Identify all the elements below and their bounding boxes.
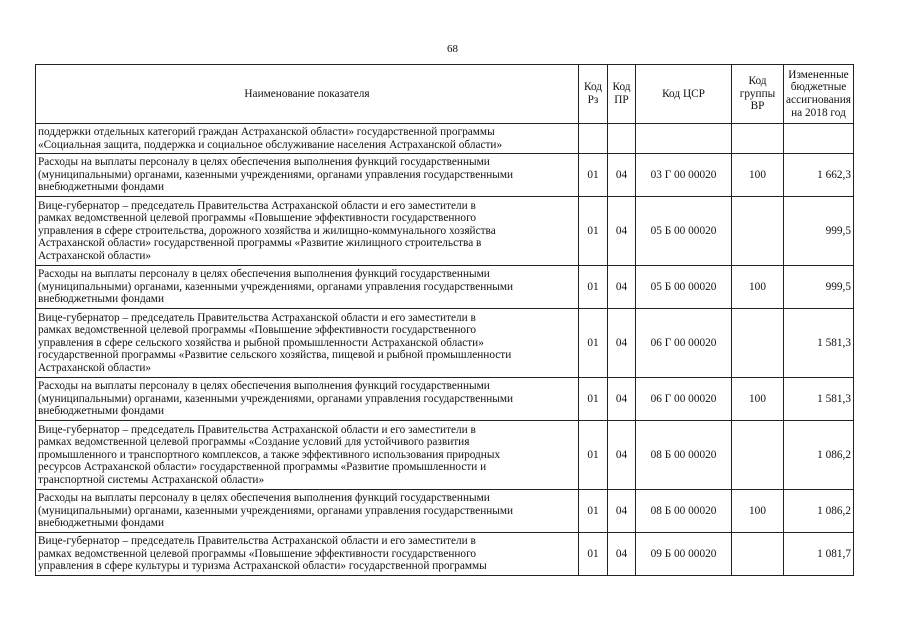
header-line: группы <box>739 87 776 100</box>
indicator-name-line: внебюджетными фондами <box>38 293 164 306</box>
indicator-name-line: (муниципальными) органами, казенными учреждениями, органами управления государственными <box>38 280 514 293</box>
indicator-name-line: рамках ведомственной целевой программы «Повышение эффективности государственного <box>38 547 477 560</box>
header-line: Код <box>583 81 603 94</box>
amount-cell: 1 581,3 <box>784 378 854 421</box>
vr-code-cell <box>732 309 784 378</box>
amount-cell: 1 081,7 <box>784 533 854 576</box>
vr-code-cell: 100 <box>732 266 784 309</box>
header-line: на 2018 год <box>791 106 846 119</box>
indicator-name-line: (муниципальными) органами, казенными учреждениями, органами управления государственными <box>38 504 514 517</box>
vr-code-cell: 100 <box>732 154 784 197</box>
indicator-name-line: Вице-губернатор – председатель Правительства Астраханской области и его заместители в <box>38 535 476 548</box>
csr-code-cell: 05 Б 00 00020 <box>636 197 732 266</box>
header-line: Измененные <box>788 68 849 81</box>
table-header-row <box>36 65 854 124</box>
header-rz <box>579 65 608 124</box>
csr-code-cell: 05 Б 00 00020 <box>636 266 732 309</box>
pr-code-cell: 04 <box>608 533 636 576</box>
indicator-name-cell <box>36 378 579 421</box>
amount-cell: 1 662,3 <box>784 154 854 197</box>
header-line: бюджетные <box>790 81 847 94</box>
csr-code-cell <box>636 124 732 154</box>
rz-code-cell: 01 <box>579 197 608 266</box>
amount-cell: 999,5 <box>784 197 854 266</box>
indicator-name-cell <box>36 154 579 197</box>
header-line: Код <box>612 81 631 94</box>
indicator-name-line: (муниципальными) органами, казенными учреждениями, органами управления государственными <box>38 392 514 405</box>
rz-code-cell: 01 <box>579 309 608 378</box>
indicator-name-cell <box>36 421 579 490</box>
budget-table <box>35 64 854 576</box>
indicator-name-line: рамках ведомственной целевой программы «Повышение эффективности государственного <box>38 212 477 225</box>
header-line: Рз <box>587 94 599 106</box>
table-row <box>36 421 854 490</box>
indicator-name-cell <box>36 124 579 154</box>
indicator-name-line: внебюджетными фондами <box>38 517 164 530</box>
table-row <box>36 533 854 576</box>
rz-code-cell: 01 <box>579 378 608 421</box>
rz-code-cell <box>579 124 608 154</box>
pr-code-cell: 04 <box>608 197 636 266</box>
header-amount <box>784 65 854 124</box>
table-row <box>36 266 854 309</box>
indicator-name-line: Вице-губернатор – председатель Правительства Астраханской области и его заместители в <box>38 423 476 436</box>
indicator-name-cell <box>36 490 579 533</box>
csr-code-cell: 08 Б 00 00020 <box>636 490 732 533</box>
indicator-name-line: поддержки отдельных категорий граждан Астраханской области» государственной программы <box>38 125 495 138</box>
csr-code-cell: 03 Г 00 00020 <box>636 154 732 197</box>
indicator-name-line: «Социальная защита, поддержка и социальное обслуживание населения Астраханской области» <box>38 138 503 151</box>
indicator-name-cell <box>36 309 579 378</box>
table-row <box>36 378 854 421</box>
table-row <box>36 124 854 154</box>
indicator-name-line: Расходы на выплаты персоналу в целях обеспечения выполнения функций государственными <box>38 268 490 281</box>
indicator-name-line: управления в сфере сельского хозяйства и рыбной промышленности Астраханской области» <box>38 336 484 349</box>
vr-code-cell <box>732 124 784 154</box>
table-body <box>36 124 854 576</box>
indicator-name-line: Астраханской области» государственной программы «Развитие жилищного строительства в <box>38 237 482 250</box>
table-row <box>36 154 854 197</box>
csr-code-cell: 06 Г 00 00020 <box>636 309 732 378</box>
indicator-name-line: транспортной системы Астраханской области» <box>38 473 265 486</box>
vr-code-cell <box>732 421 784 490</box>
pr-code-cell <box>608 124 636 154</box>
indicator-name-line: Вице-губернатор – председатель Правительства Астраханской области и его заместители в <box>38 311 476 324</box>
csr-code-cell: 06 Г 00 00020 <box>636 378 732 421</box>
rz-code-cell: 01 <box>579 421 608 490</box>
pr-code-cell: 04 <box>608 266 636 309</box>
pr-code-cell: 04 <box>608 309 636 378</box>
header-line: Код <box>748 75 767 88</box>
indicator-name-line: Астраханской области» <box>38 361 152 374</box>
table-row <box>36 197 854 266</box>
vr-code-cell: 100 <box>732 490 784 533</box>
rz-code-cell: 01 <box>579 154 608 197</box>
indicator-name-cell <box>36 533 579 576</box>
amount-cell: 1 086,2 <box>784 421 854 490</box>
page-number: 68 <box>447 43 458 55</box>
csr-code-cell: 08 Б 00 00020 <box>636 421 732 490</box>
rz-code-cell: 01 <box>579 533 608 576</box>
indicator-name-line: Расходы на выплаты персоналу в целях обеспечения выполнения функций государственными <box>38 156 490 169</box>
header-line: ПР <box>614 94 629 106</box>
amount-cell: 1 581,3 <box>784 309 854 378</box>
indicator-name-line: Расходы на выплаты персоналу в целях обеспечения выполнения функций государственными <box>38 380 490 393</box>
header-line: ВР <box>750 100 765 113</box>
header-csr: Код ЦСР <box>636 65 732 124</box>
indicator-name-line: управления в сфере строительства, дорожного хозяйства и жилищно-коммунального хозяйства <box>38 224 496 237</box>
pr-code-cell: 04 <box>608 378 636 421</box>
pr-code-cell: 04 <box>608 154 636 197</box>
indicator-name-line: внебюджетными фондами <box>38 181 164 194</box>
table-row <box>36 309 854 378</box>
indicator-name-line: рамках ведомственной целевой программы «Повышение эффективности государственного <box>38 324 477 337</box>
indicator-name-cell <box>36 197 579 266</box>
indicator-name-line: ресурсов Астраханской области» государственной программы «Развитие промышленности и <box>38 461 487 474</box>
indicator-name-line: Вице-губернатор – председатель Правительства Астраханской области и его заместители в <box>38 199 476 212</box>
indicator-name-line: Астраханской области» <box>38 249 152 262</box>
indicator-name-line: (муниципальными) органами, казенными учреждениями, органами управления государственными <box>38 168 514 181</box>
vr-code-cell <box>732 197 784 266</box>
indicator-name-line: управления в сфере культуры и туризма Астраханской области» государственной программы <box>38 560 487 573</box>
amount-cell <box>784 124 854 154</box>
header-line: ассигнования <box>786 94 851 106</box>
indicator-name-line: внебюджетными фондами <box>38 405 164 418</box>
amount-cell: 999,5 <box>784 266 854 309</box>
indicator-name-line: рамках ведомственной целевой программы «Создание условий для устойчивого развития <box>38 436 470 449</box>
pr-code-cell: 04 <box>608 490 636 533</box>
header-pr <box>608 65 636 124</box>
pr-code-cell: 04 <box>608 421 636 490</box>
header-vr <box>732 65 784 124</box>
table-row <box>36 490 854 533</box>
csr-code-cell: 09 Б 00 00020 <box>636 533 732 576</box>
rz-code-cell: 01 <box>579 490 608 533</box>
header-name: Наименование показателя <box>36 65 579 124</box>
vr-code-cell <box>732 533 784 576</box>
rz-code-cell: 01 <box>579 266 608 309</box>
indicator-name-line: Расходы на выплаты персоналу в целях обеспечения выполнения функций государственными <box>38 492 490 505</box>
vr-code-cell: 100 <box>732 378 784 421</box>
indicator-name-line: государственной программы «Развитие сельского хозяйства, пищевой и рыбной промышленности <box>38 349 512 362</box>
amount-cell: 1 086,2 <box>784 490 854 533</box>
indicator-name-cell <box>36 266 579 309</box>
indicator-name-line: промышленного и транспортного комплексов, а также эффективного использования природных <box>38 448 501 461</box>
